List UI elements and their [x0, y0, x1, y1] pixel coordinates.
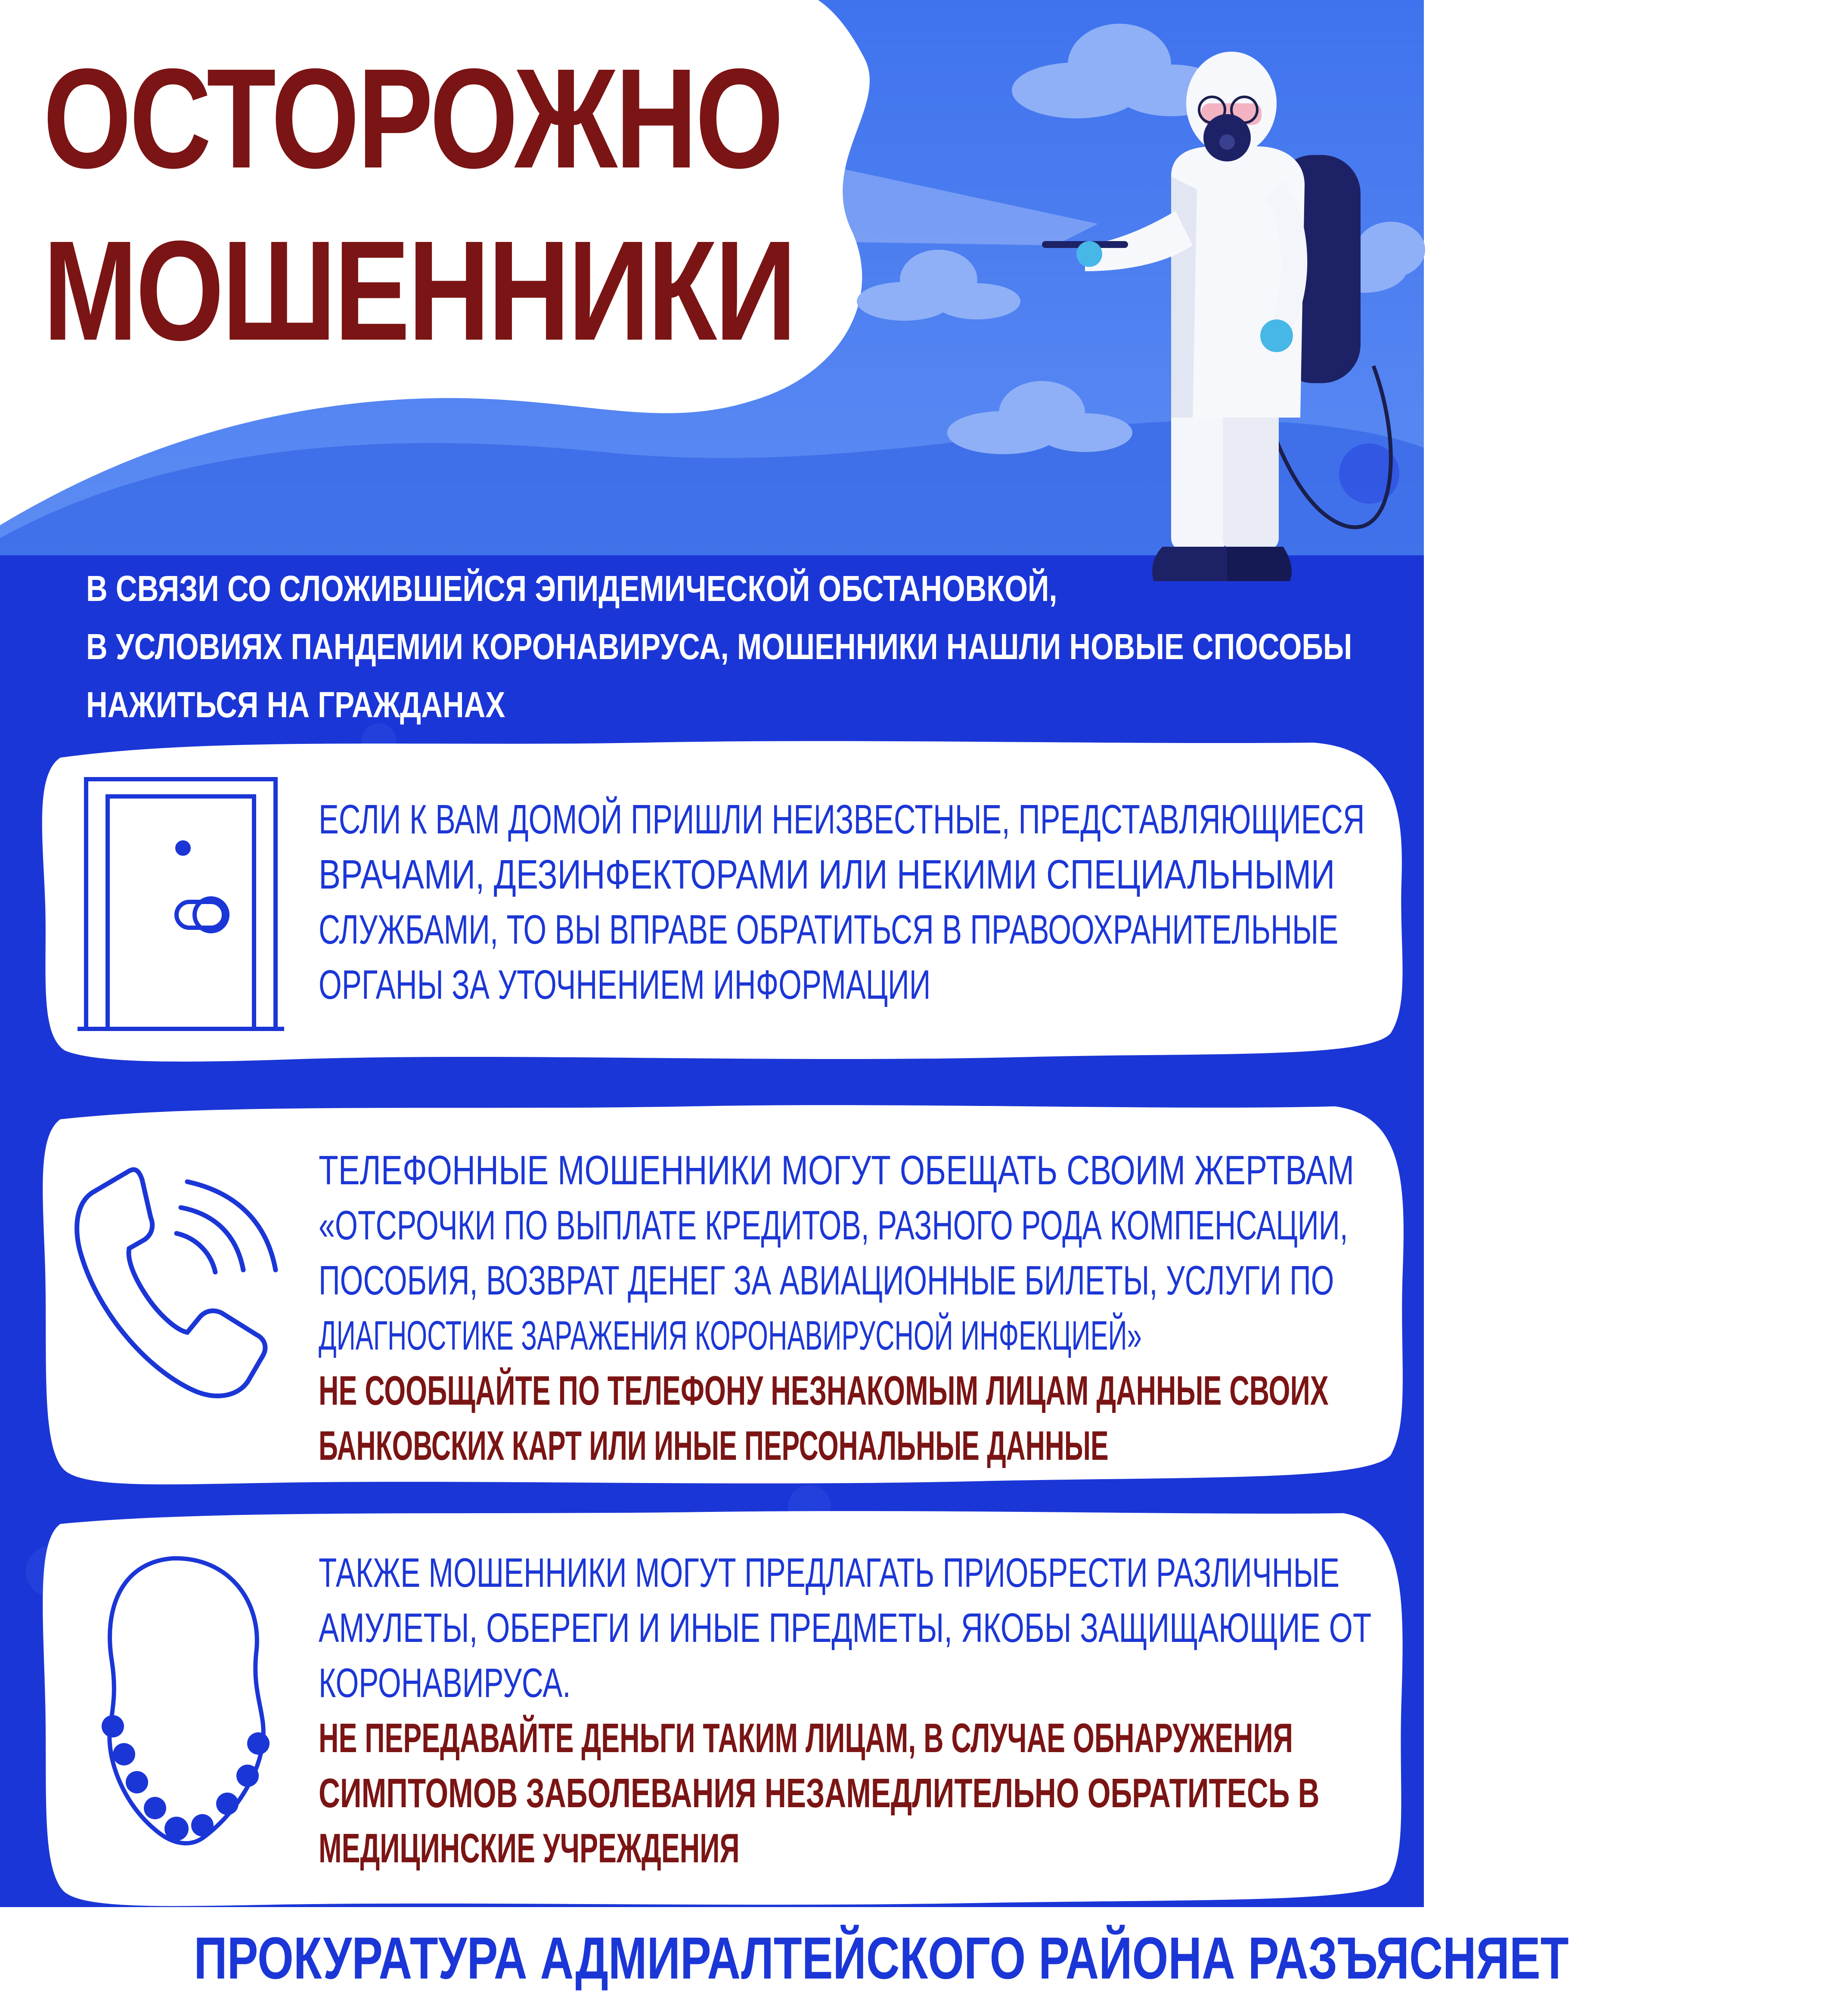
card-line: СЛУЖБАМИ, ТО ВЫ ВПРАВЕ ОБРАТИТЬСЯ В ПРАВООХРАНИТЕЛЬНЫЕ — [319, 907, 1339, 953]
card-line: ОРГАНЫ ЗА УТОЧНЕНИЕМ ИНФОРМАЦИИ — [319, 962, 931, 1008]
card-line: ЕСЛИ К ВАМ ДОМОЙ ПРИШЛИ НЕИЗВЕСТНЫЕ, ПРЕДСТАВЛЯЮЩИЕСЯ — [319, 796, 1365, 842]
card-line: «ОТСРОЧКИ ПО ВЫПЛАТЕ КРЕДИТОВ, РАЗНОГО РОДА КОМПЕНСАЦИИ, — [319, 1202, 1348, 1248]
title-line-2: МОШЕННИКИ — [43, 211, 795, 370]
card-line: КОРОНАВИРУСА. — [319, 1660, 571, 1706]
title-line-1: ОСТОРОЖНО — [43, 39, 782, 198]
intro-line: В УСЛОВИЯХ ПАНДЕМИИ КОРОНАВИРУСА, МОШЕННИКИ НАШЛИ НОВЫЕ СПОСОБЫ — [86, 626, 1352, 667]
footer-label: ПРОКУРАТУРА АДМИРАЛТЕЙСКОГО РАЙОНА РАЗЪЯСНЯЕТ — [194, 1925, 1569, 1991]
phone-icon — [73, 1162, 288, 1403]
card-warning-line: МЕДИЦИНСКИЕ УЧРЕЖДЕНИЯ — [319, 1825, 740, 1871]
card-1-text — [319, 792, 1752, 1013]
intro-text — [86, 560, 1378, 734]
card-line: ТАКЖЕ МОШЕННИКИ МОГУТ ПРЕДЛАГАТЬ ПРИОБРЕСТИ РАЗЛИЧНЫЕ — [319, 1550, 1340, 1596]
amulet-necklace-icon — [86, 1550, 284, 1860]
card-warning-line: БАНКОВСКИХ КАРТ ИЛИ ИНЫЕ ПЕРСОНАЛЬНЫЕ ДАННЫЕ — [319, 1423, 1109, 1469]
card-2-text — [319, 1143, 1826, 1474]
intro-line: В СВЯЗИ СО СЛОЖИВШЕЙСЯ ЭПИДЕМИЧЕСКОЙ ОБСТАНОВКОЙ, — [86, 568, 1057, 609]
card-line: ТЕЛЕФОННЫЕ МОШЕННИКИ МОГУТ ОБЕЩАТЬ СВОИМ ЖЕРТВАМ — [319, 1147, 1355, 1193]
disinfector-illustration — [1042, 39, 1412, 603]
card-line: ДИАГНОСТИКЕ ЗАРАЖЕНИЯ КОРОНАВИРУСНОЙ ИНФЕКЦИЕЙ» — [319, 1313, 1142, 1359]
card-3-text — [319, 1545, 1773, 1876]
door-icon — [78, 771, 301, 1037]
intro-line: НАЖИТЬСЯ НА ГРАЖДАНАХ — [86, 684, 505, 725]
card-warning-line: НЕ ПЕРЕДАВАЙТЕ ДЕНЬГИ ТАКИМ ЛИЦАМ, В СЛУЧАЕ ОБНАРУЖЕНИЯ — [319, 1715, 1293, 1761]
card-line: ВРАЧАМИ, ДЕЗИНФЕКТОРАМИ ИЛИ НЕКИМИ СПЕЦИАЛЬНЫМИ — [319, 852, 1335, 898]
footer-text — [0, 1925, 1569, 1991]
card-warning-line: СИМПТОМОВ ЗАБОЛЕВАНИЯ НЕЗАМЕДЛИТЕЛЬНО ОБРАТИТЕСЬ В — [319, 1770, 1320, 1816]
card-line: ПОСОБИЯ, ВОЗВРАТ ДЕНЕГ ЗА АВИАЦИОННЫЕ БИЛЕТЫ, УСЛУГИ ПО — [319, 1257, 1334, 1304]
card-line: АМУЛЕТЫ, ОБЕРЕГИ И ИНЫЕ ПРЕДМЕТЫ, ЯКОБЫ ЗАЩИЩАЮЩИЕ ОТ — [319, 1605, 1372, 1651]
card-warning-line: НЕ СООБЩАЙТЕ ПО ТЕЛЕФОНУ НЕЗНАКОМЫМ ЛИЦАМ ДАННЫЕ СВОИХ — [319, 1368, 1329, 1414]
